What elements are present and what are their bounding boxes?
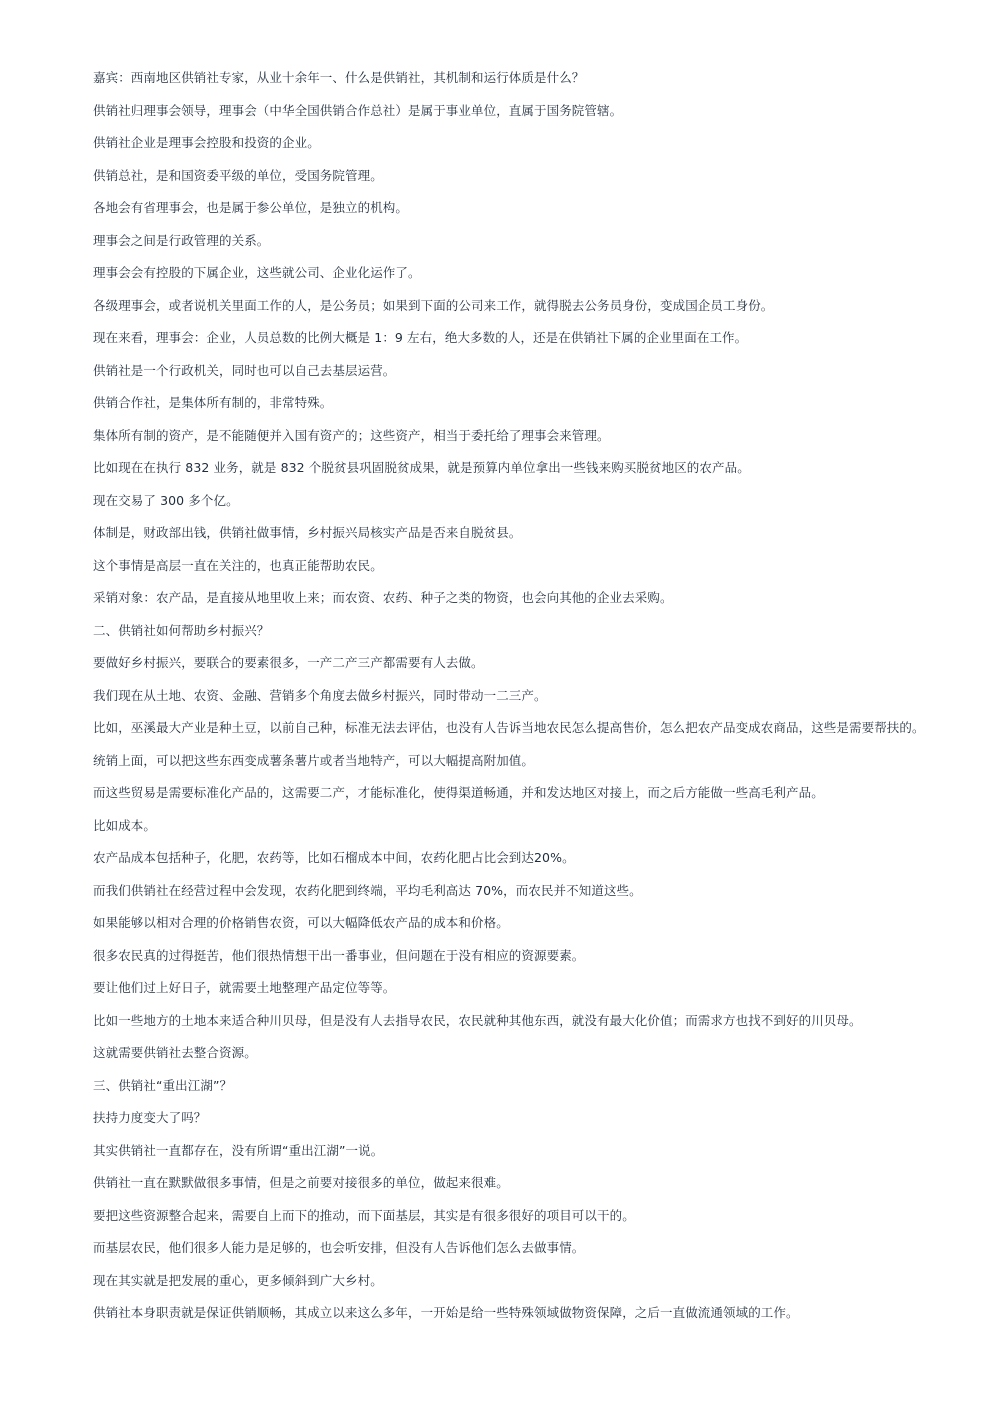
paragraph: 供销社本身职责就是保证供销顺畅，其成立以来这么多年，一开始是给一些特殊领域做物资保障，之后一直做流通领域的工作。 <box>93 1305 799 1320</box>
paragraph: 这个事情是高层一直在关注的，也真正能帮助农民。 <box>93 557 383 573</box>
section-heading-2: 二、供销社如何帮助乡村振兴？ <box>93 622 270 638</box>
paragraph: 扶持力度变大了吗？ <box>93 1110 207 1125</box>
paragraph: 比如成本。 <box>93 817 157 833</box>
paragraph: 比如一些地方的土地本来适合种川贝母，但是没有人去指导农民，农民就种其他东西，就没有最大化价值；而需求方也找不到好的川贝母。 <box>93 1012 862 1028</box>
document-body <box>93 68 945 1336</box>
paragraph-guest-intro: 嘉宾：西南地区供销社专家，从业十余年一、什么是供销社，其机制和运行体质是什么？ <box>93 70 585 85</box>
paragraph: 各级理事会，或者说机关里面工作的人，是公务员；如果到下面的公司来工作，就得脱去公务员身份，变成国企员工身份。 <box>93 297 774 313</box>
paragraph: 集体所有制的资产，是不能随便并入国有资产的；这些资产，相当于委托给了理事会来管理。 <box>93 427 610 443</box>
paragraph: 供销合作社，是集体所有制的，非常特殊。 <box>93 395 333 410</box>
paragraph: 要把这些资源整合起来，需要自上而下的推动，而下面基层，其实是有很多很好的项目可以干的。 <box>93 1207 635 1223</box>
paragraph: 要让他们过上好日子，就需要土地整理产品定位等等。 <box>93 980 396 995</box>
paragraph: 各地会有省理事会，也是属于参公单位，是独立的机构。 <box>93 200 409 215</box>
paragraph: 比如，巫溪最大产业是种土豆，以前自己种，标准无法去评估，也没有人告诉当地农民怎么提高售价，怎么把农产品变成农商品，这些是需要帮扶的。 <box>93 720 925 735</box>
paragraph: 农产品成本包括种子，化肥，农药等，比如石榴成本中间，农药化肥占比会到达20%。 <box>93 850 575 865</box>
paragraph: 其实供销社一直都存在，没有所谓“重出江湖”一说。 <box>93 1142 384 1158</box>
paragraph: 统销上面，可以把这些东西变成薯条薯片或者当地特产，可以大幅提高附加值。 <box>93 752 535 768</box>
paragraph: 如果能够以相对合理的价格销售农资，可以大幅降低农产品的成本和价格。 <box>93 915 509 930</box>
paragraph: 这就需要供销社去整合资源。 <box>93 1045 257 1060</box>
paragraph: 体制是，财政部出钱，供销社做事情，乡村振兴局核实产品是否来自脱贫县。 <box>93 525 522 540</box>
paragraph: 很多农民真的过得挺苦，他们很热情想干出一番事业，但问题在于没有相应的资源要素。 <box>93 947 585 963</box>
paragraph: 我们现在从土地、农资、金融、营销多个角度去做乡村振兴，同时带动一二三产。 <box>93 687 547 703</box>
section-heading-3: 三、供销社“重出江湖”？ <box>93 1077 233 1093</box>
paragraph: 理事会会有控股的下属企业，这些就公司、企业化运作了。 <box>93 265 421 280</box>
paragraph: 现在其实就是把发展的重心，更多倾斜到广大乡村。 <box>93 1272 383 1288</box>
paragraph: 比如现在在执行 832 业务，就是 832 个脱贫县巩固脱贫成果，就是预算内单位拿出一些钱来购买脱贫地区的农产品。 <box>93 460 750 475</box>
paragraph: 而基层农民，他们很多人能力是足够的，也会听安排，但没有人告诉他们怎么去做事情。 <box>93 1240 585 1255</box>
paragraph: 现在来看，理事会：企业，人员总数的比例大概是 1：9 左右，绝大多数的人，还是在供销社下属的企业里面在工作。 <box>93 330 748 345</box>
paragraph: 采销对象：农产品，是直接从地里收上来；而农资、农药、种子之类的物资，也会向其他的企业去采购。 <box>93 590 673 605</box>
paragraph: 要做好乡村振兴，要联合的要素很多，一产二产三产都需要有人去做。 <box>93 655 484 670</box>
paragraph: 理事会之间是行政管理的关系。 <box>93 232 270 248</box>
paragraph: 而这些贸易是需要标准化产品的，这需要二产，才能标准化，使得渠道畅通，并和发达地区对接上，而之后方能做一些高毛利产品。 <box>93 785 824 800</box>
paragraph: 现在交易了 300 多个亿。 <box>93 492 239 508</box>
paragraph: 而我们供销社在经营过程中会发现，农药化肥到终端，平均毛利高达 70%，而农民并不知道这些。 <box>93 882 642 898</box>
paragraph: 供销社归理事会领导，理事会（中华全国供销合作总社）是属于事业单位，直属于国务院管辖。 <box>93 102 623 118</box>
paragraph: 供销社企业是理事会控股和投资的企业。 <box>93 135 320 150</box>
paragraph: 供销社是一个行政机关，同时也可以自己去基层运营。 <box>93 362 396 378</box>
paragraph: 供销总社，是和国资委平级的单位，受国务院管理。 <box>93 167 383 183</box>
paragraph: 供销社一直在默默做很多事情，但是之前要对接很多的单位，做起来很难。 <box>93 1175 509 1190</box>
